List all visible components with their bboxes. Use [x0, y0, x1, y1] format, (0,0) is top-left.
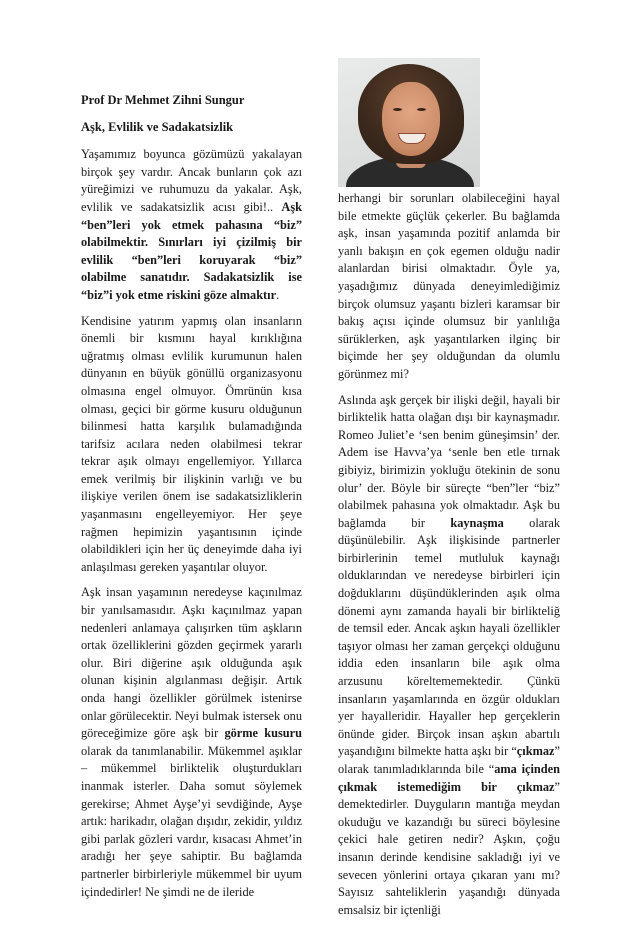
fusion-text-b: olarak düşünülebilir. Aşk ilişkisinde partnerler birbirlerinin temel mutluluk kaynağı olduklarından ve neredeyse birbirleri için doğduklarını düşündüklerinden aşık olma dönemi aynı zamanda hayali bir birlikteliğ de temsil eder. Ancak aşkın hayali özellikler taşıyor olması her zaman gerçekçi olduğunu iddia eden insanların bile aşık olma arzusunu köreltememektedir. Çünkü insanların yaşamlarında en özgür oldukları yer hayalleridir. Hayaller hep gerçeklerin önünde gider. Birçok insan aşkın abartılı yaşandığını bilmekte hatta aşkı bir “ — [338, 515, 560, 759]
intro-end: . — [276, 287, 280, 302]
cikmaz-bold: çıkmaz — [516, 744, 555, 759]
love-illusion-rest: olarak da tanımlanabilir. Mükemmel aşıklar – mükemmel birliktelik oluşturdukları inanmak isterler. Daha somut söylemek gerekirse; Ahmet Ayşe’yi sevdiğinde, Ayşe artık: harikadır, olağan dışıdır, zekidir, yıldız gibi parlak gözleri vardır, kısacası Ahmet’in aradığı her şeye sahiptir. Bu bağlamda partnerler birbirleriyle mükemmel bir uyum içindedirler! Ne şimdi ne de ileride — [81, 743, 302, 899]
intro-bold: Aşk “ben”leri yok etmek pahasına “biz” olabilmektir. Sınırları iyi çizilmiş bir evlilik “ben”leri koruyarak “biz” olabilme sanatıdır. Sadakatsizlik ise “biz”i yok etme riskini göze almaktır — [81, 199, 302, 302]
paragraph-intro — [81, 146, 302, 304]
gorme-kusuru-bold: görme kusuru — [224, 726, 302, 741]
kaynasma-bold: kaynaşma — [450, 515, 504, 530]
fusion-text-c: ” olarak tanımladıklarında bile “ — [338, 744, 560, 776]
paragraph-marriage: Kendisine yatırım yapmış olan insanların önemli bir kısmını hayal kırıklığına uğratmış olması evlilik kurumunun halen dünyanın en büyük gönüllü organizasyonu olmasına engel olmuyor. Ömrünün kısa olması, geçici bir görme kusuru olduğunun bilinmesi hatta karşılık bulamadığında tarifsiz acılara neden olabilmesi tekrar tekrar aşık olmayı engellemiyor. Yıllarca emek verilmiş bir ilişkinin varlığı ve bu ilişkiye verilen önem ise sadakatsizliklerin yaşanmasını engelleyemiyor. Her şeye rağmen hepimizin yaşantısının içinde olabildikleri için her üç deneyimde daha iyi anlaşılması gereken yaşantılar oluyor. — [81, 313, 302, 574]
right-column — [338, 190, 560, 927]
love-illusion-text: Aşk insan yaşamının neredeyse kaçınılmaz bir yanılsamasıdır. Aşkı kaçınılmaz yapan nedenleri anlamaya çalışırken tüm aşkların ortak özelliklerini gözden geçirmek yararlı olur. Biri diğerine aşık olduğunda aşık olunan kişinin algılanması değişir. Artık onda hangi özellikler görülmek istenirse onlar görülecektir. Neyi bulmak istersek onu göreceğimize göre aşk bir — [81, 585, 302, 741]
author-name: Prof Dr Mehmet Zihni Sungur — [81, 93, 245, 107]
article-title: Aşk, Evlilik ve Sadakatsizlik — [81, 119, 234, 134]
quote-bold: ama içinden çıkmak istemediğim bir çıkmaz — [338, 762, 561, 794]
left-column — [81, 92, 302, 909]
paragraph-continued: herhangi bir sorunları olabileceğini hayal bile etmekte güçlük çekerler. Bu bağlamda aşk, insan yaşamında pozitif anlamda bir yanlı bakışın en çok egemen olduğu nadir alanlardan birisi olmaktadır. Öyle ya, yaşadığımız dünyada deneyimlediğimiz birçok olumsuz yaşantı bizleri karamsar bir bakış açısı içinde olumsuz bir yanlılığa sürüklerken, aşk yaşantılarken ilginç bir biçimde her şey olduğundan da olumlu görünmez mi? — [338, 191, 560, 381]
paragraph-love-illusion — [81, 584, 302, 901]
fusion-text-d: ” demektedirler. Duyguların mantığa meydan okuduğu ve kazandığı bu süreci böylesine çekici hale getiren nedir? Aşkın, çoğu insanın derinde kendisine sakladığı iyi ve sevecen yönlerini ortaya çıkaran yanı mı? Sayısız sahteliklerin yaşandığı dünyada emsalsiz bir içtenliği — [338, 779, 560, 917]
author-portrait — [338, 58, 480, 187]
paragraph-fusion — [338, 392, 560, 920]
fusion-text-a: Aslında aşk gerçek bir ilişki değil, hayali bir birliktelik hatta olağan dışı bir kaynaşmadır. Romeo Juliet’e ‘sen benim güneşimsin’ der. Adem ise Havva’ya ‘senle ben etle tırnak gibiyiz, birimizin yokluğu ötekinin de sonu olur’ der. Böyle bir süreçte “ben”ler “biz” olabilmek pahasına yok olmaktadır. Aşk bu bağlamda bir — [338, 392, 560, 530]
intro-text: Yaşamımız boyunca gözümüzü yakalayan birçok şey vardır. Ancak bunların çok azı yüreğimizi ve ruhumuzu da yakalar. Aşk, evlilik ve sadakatsizlik acısı gibi!.. — [81, 147, 302, 214]
